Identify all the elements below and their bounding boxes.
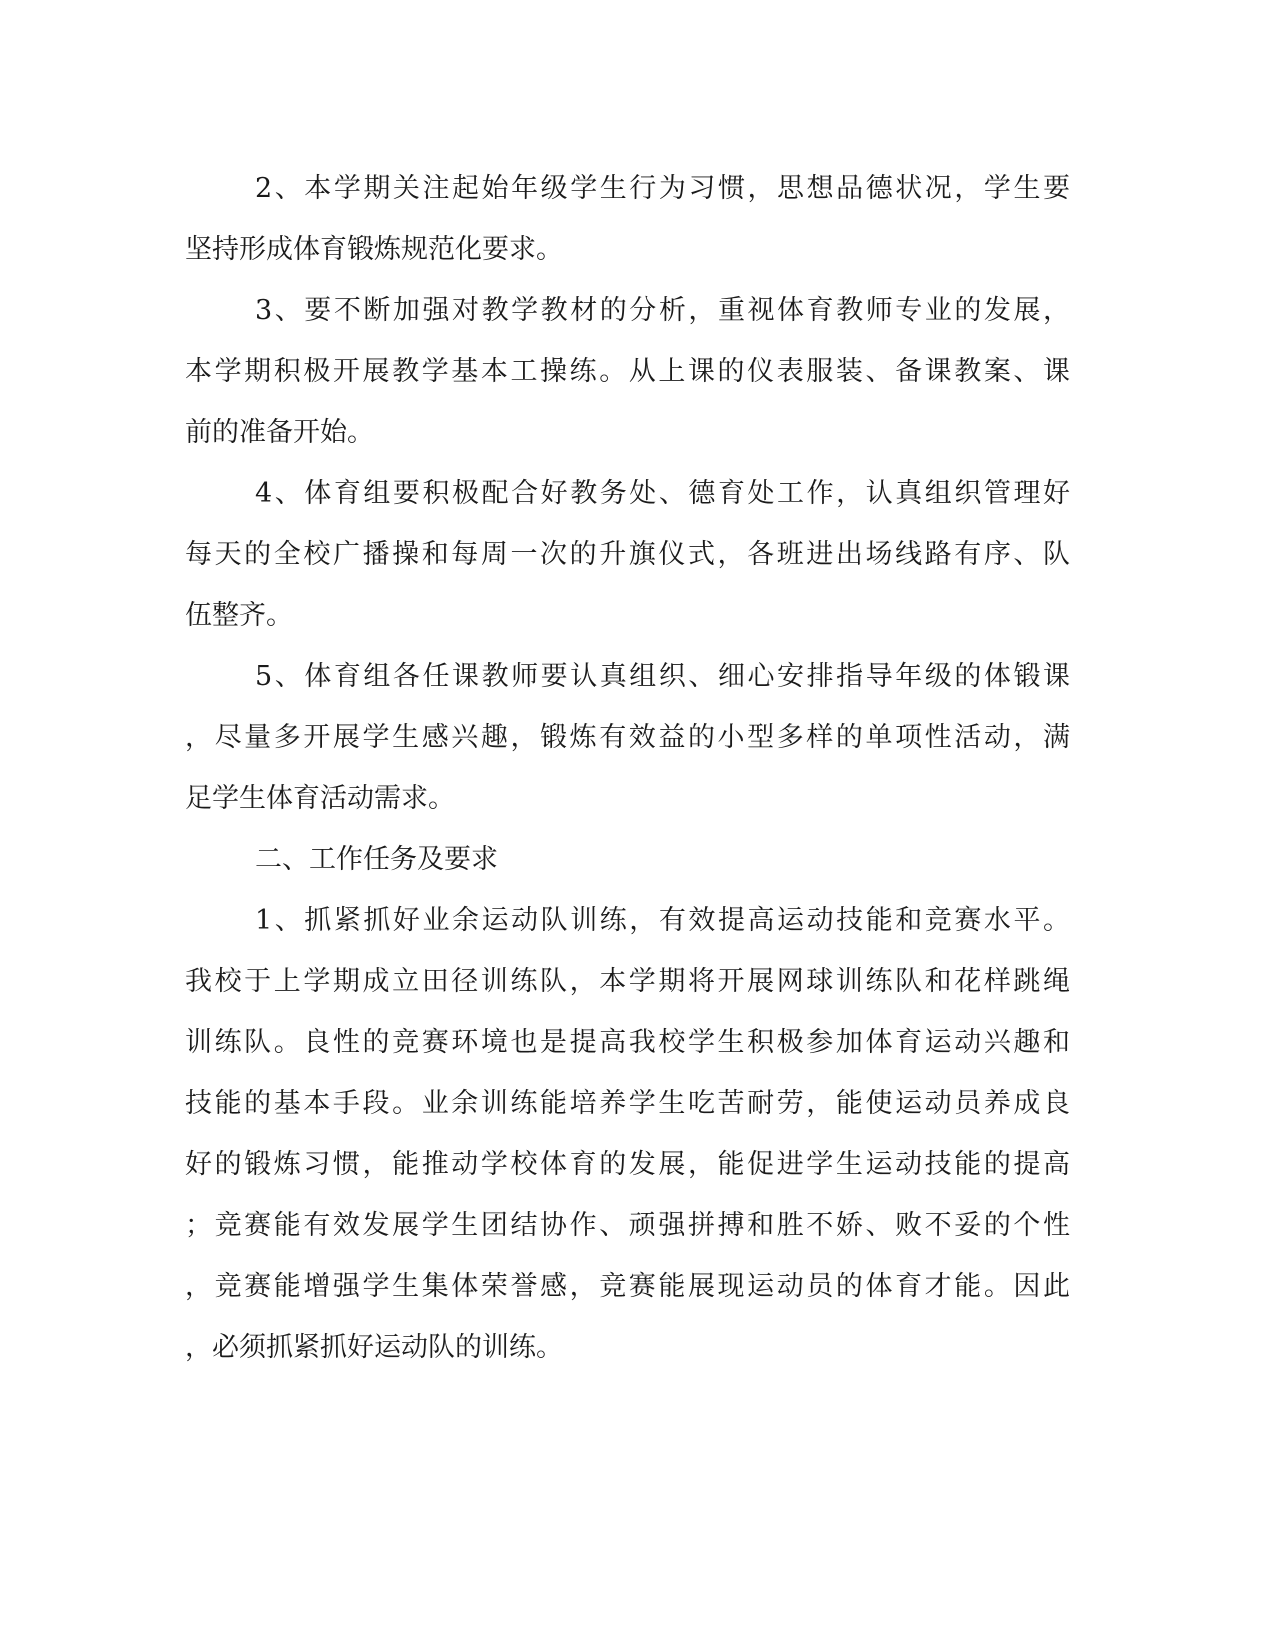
text-line: 每天的全校广播操和每周一次的升旗仪式，各班进出场线路有序、队 (185, 539, 1070, 570)
text-line: ，必须抓紧抓好运动队的训练。 (185, 1332, 563, 1363)
text-line: 坚持形成体育锻炼规范化要求。 (185, 234, 563, 265)
text-line: 2、本学期关注起始年级学生行为习惯，思想品德状况，学生要 (255, 173, 1070, 204)
text-line: 3、要不断加强对教学教材的分析，重视体育教师专业的发展， (255, 295, 1070, 326)
text-line: ，竞赛能增强学生集体荣誉感，竞赛能展现运动员的体育才能。因此 (185, 1271, 1070, 1302)
text-line: 训练队。良性的竞赛环境也是提高我校学生积极参加体育运动兴趣和 (185, 1027, 1070, 1058)
text-line: ；竞赛能有效发展学生团结协作、顽强拼搏和胜不娇、败不妥的个性 (185, 1210, 1070, 1241)
text-line: 5、体育组各任课教师要认真组织、细心安排指导年级的体锻课 (255, 661, 1070, 692)
text-line: 我校于上学期成立田径训练队，本学期将开展网球训练队和花样跳绳 (185, 966, 1070, 997)
text-line: 伍整齐。 (185, 600, 293, 631)
document-body (185, 158, 1070, 1378)
text-line: 技能的基本手段。业余训练能培养学生吃苦耐劳，能使运动员养成良 (185, 1088, 1070, 1119)
text-line: 4、体育组要积极配合好教务处、德育处工作，认真组织管理好 (255, 478, 1070, 509)
text-line: ，尽量多开展学生感兴趣，锻炼有效益的小型多样的单项性活动，满 (185, 722, 1070, 753)
text-line: 好的锻炼习惯，能推动学校体育的发展，能促进学生运动技能的提高 (185, 1149, 1070, 1180)
section-heading: 二、工作任务及要求 (255, 844, 498, 875)
text-line: 前的准备开始。 (185, 417, 374, 448)
text-line: 本学期积极开展教学基本工操练。从上课的仪表服装、备课教案、课 (185, 356, 1070, 387)
text-line: 1、抓紧抓好业余运动队训练，有效提高运动技能和竞赛水平。 (255, 905, 1070, 936)
text-line: 足学生体育活动需求。 (185, 783, 455, 814)
